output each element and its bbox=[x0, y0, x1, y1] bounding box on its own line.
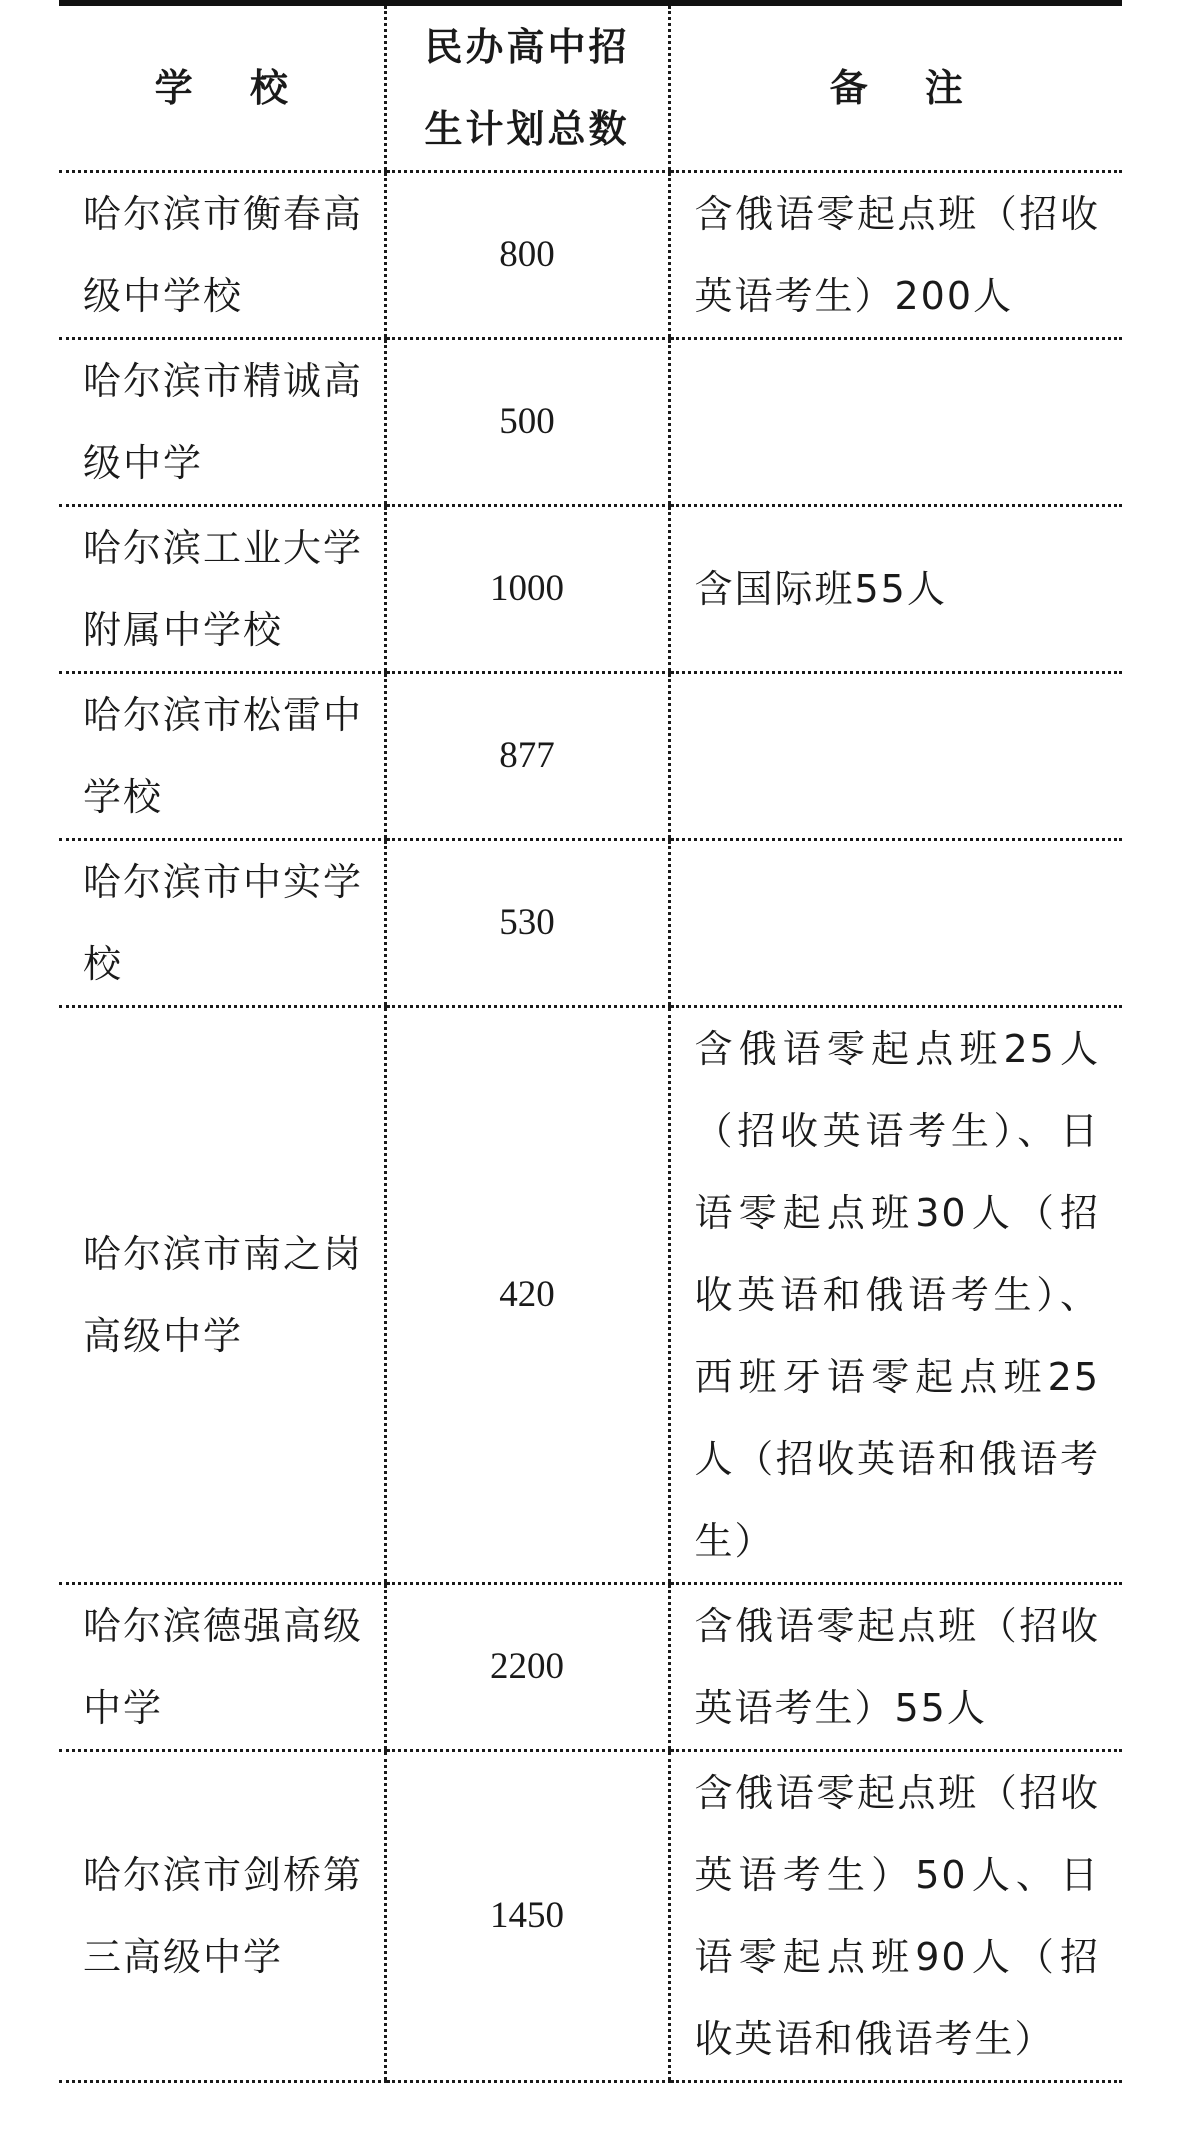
enrollment-count: 800 bbox=[385, 172, 669, 339]
private-high-school-enrollment-table bbox=[59, 6, 1122, 2083]
school-name: 哈尔滨市松雷中学校 bbox=[59, 673, 385, 840]
school-name: 哈尔滨市衡春高级中学校 bbox=[59, 172, 385, 339]
note-cell bbox=[669, 673, 1122, 840]
enrollment-count: 420 bbox=[385, 1007, 669, 1584]
note-cell: 含国际班55人 bbox=[669, 506, 1122, 673]
enrollment-count: 530 bbox=[385, 840, 669, 1007]
header-school: 学 校 bbox=[59, 6, 385, 172]
school-name: 哈尔滨市南之岗高级中学 bbox=[59, 1007, 385, 1584]
school-name: 哈尔滨市中实学校 bbox=[59, 840, 385, 1007]
table-header-row bbox=[59, 6, 1122, 172]
school-name: 哈尔滨工业大学附属中学校 bbox=[59, 506, 385, 673]
table-row bbox=[59, 840, 1122, 1007]
enrollment-count: 877 bbox=[385, 673, 669, 840]
note-cell: 含俄语零起点班（招收英语考生）50人、日语零起点班90人（招收英语和俄语考生） bbox=[669, 1751, 1122, 2082]
header-enrollment-total bbox=[385, 6, 669, 172]
note-cell: 含俄语零起点班（招收英语考生）55人 bbox=[669, 1584, 1122, 1751]
enrollment-count: 2200 bbox=[385, 1584, 669, 1751]
table-row bbox=[59, 673, 1122, 840]
header-note: 备 注 bbox=[669, 6, 1122, 172]
table-row bbox=[59, 172, 1122, 339]
table-row bbox=[59, 1584, 1122, 1751]
school-name: 哈尔滨市精诚高级中学 bbox=[59, 339, 385, 506]
header-enrollment-total-line2: 生计划总数 bbox=[424, 107, 630, 151]
note-cell: 含俄语零起点班25人（招收英语考生）、日语零起点班30人（招收英语和俄语考生）、西班牙语零起点班25人（招收英语和俄语考生） bbox=[669, 1007, 1122, 1584]
enrollment-count: 1450 bbox=[385, 1751, 669, 2082]
table-row bbox=[59, 1007, 1122, 1584]
table-row bbox=[59, 506, 1122, 673]
enrollment-count: 500 bbox=[385, 339, 669, 506]
table-row bbox=[59, 339, 1122, 506]
table-row bbox=[59, 1751, 1122, 2082]
header-enrollment-total-line1: 民办高中招 bbox=[424, 25, 630, 69]
note-cell bbox=[669, 840, 1122, 1007]
school-name: 哈尔滨德强高级中学 bbox=[59, 1584, 385, 1751]
note-cell: 含俄语零起点班（招收英语考生）200人 bbox=[669, 172, 1122, 339]
school-name: 哈尔滨市剑桥第三高级中学 bbox=[59, 1751, 385, 2082]
enrollment-count: 1000 bbox=[385, 506, 669, 673]
note-cell bbox=[669, 339, 1122, 506]
